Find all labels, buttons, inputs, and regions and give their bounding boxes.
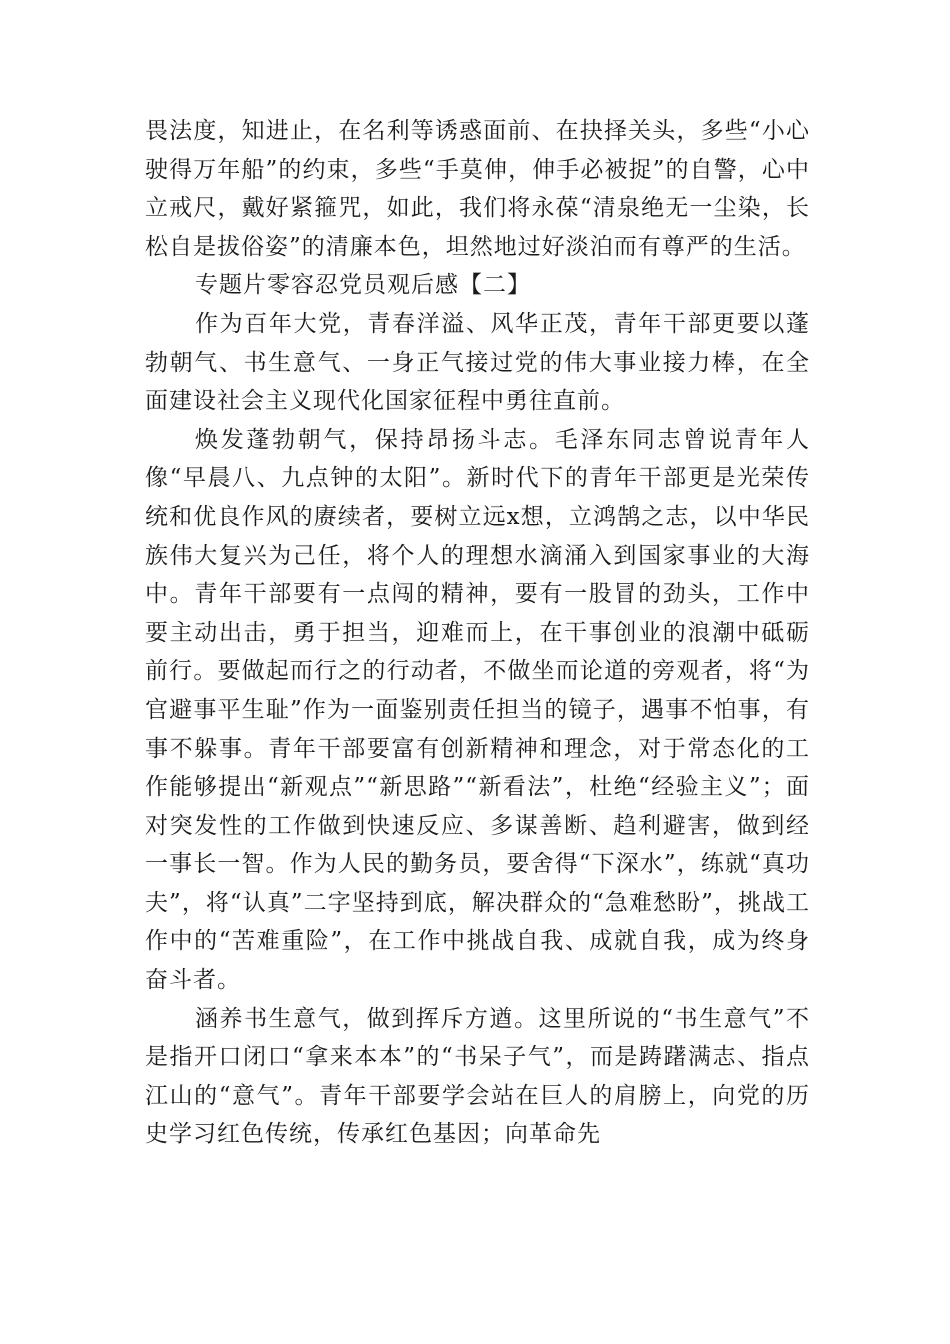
paragraph-continuation: 畏法度，知进止，在名利等诱惑面前、在抉择关头，多些“小心驶得万年船”的约束，多些“手莫伸，伸手必被捉”的自警，心中立戒尺，戴好紧箍咒，如此，我们将永葆“清泉绝无一尘染，长松自是拔俗姿”的清廉本色，坦然地过好淡泊而有尊严的生活。 [145,118,810,260]
paragraph-vigor: 焕发蓬勃朝气，保持昂扬斗志。毛泽东同志曾说青年人像“早晨八、九点钟的太阳”。新时代下的青年干部更是光荣传统和优良作风的赓续者，要树立远x想，立鸿鹄之志，以中华民族伟大复兴为己任，将个人的理想水滴涌入到国家事业的大海中。青年干部要有一点闯的精神，要有一股冒的劲头，工作中要主动出击，勇于担当，迎难而上，在干事创业的浪潮中砥砺前行。要做起而行之的行动者，不做坐而论道的旁观者，将“为官避事平生耻”作为一面鉴别责任担当的镜子，遇事不怕事，有事不躲事。青年干部要富有创新精神和理念，对于常态化的工作能够提出“新观点”“新思路”“新看法”，杜绝“经验主义”；面对突发性的工作做到快速反应、多谋善断、趋利避害，做到经一事长一智。作为人民的勤务员，要舍得“下深水”，练就“真功夫”，将“认真”二字坚持到底，解决群众的“急难愁盼”，挑战工作中的“苦难重险”，在工作中挑战自我、成就自我，成为终身奋斗者。 [145,426,810,994]
paragraph-scholar-spirit: 涵养书生意气，做到挥斥方遒。这里所说的“书生意气”不是指开口闭口“拿来本本”的“书呆子气”，而是踌躇满志、指点江山的“意气”。青年干部要学会站在巨人的肩膀上，向党的历史学习红色传统，传承红色基因；向革命先 [145,1005,810,1148]
section-heading: 专题片零容忍党员观后感【二】 [195,272,531,299]
document-body [145,112,810,1154]
paragraph-intro: 作为百年大党，青春洋溢、风华正茂，青年干部更要以蓬勃朝气、书生意气、一身正气接过党的伟大事业接力棒，在全面建设社会主义现代化国家征程中勇往直前。 [145,310,810,415]
